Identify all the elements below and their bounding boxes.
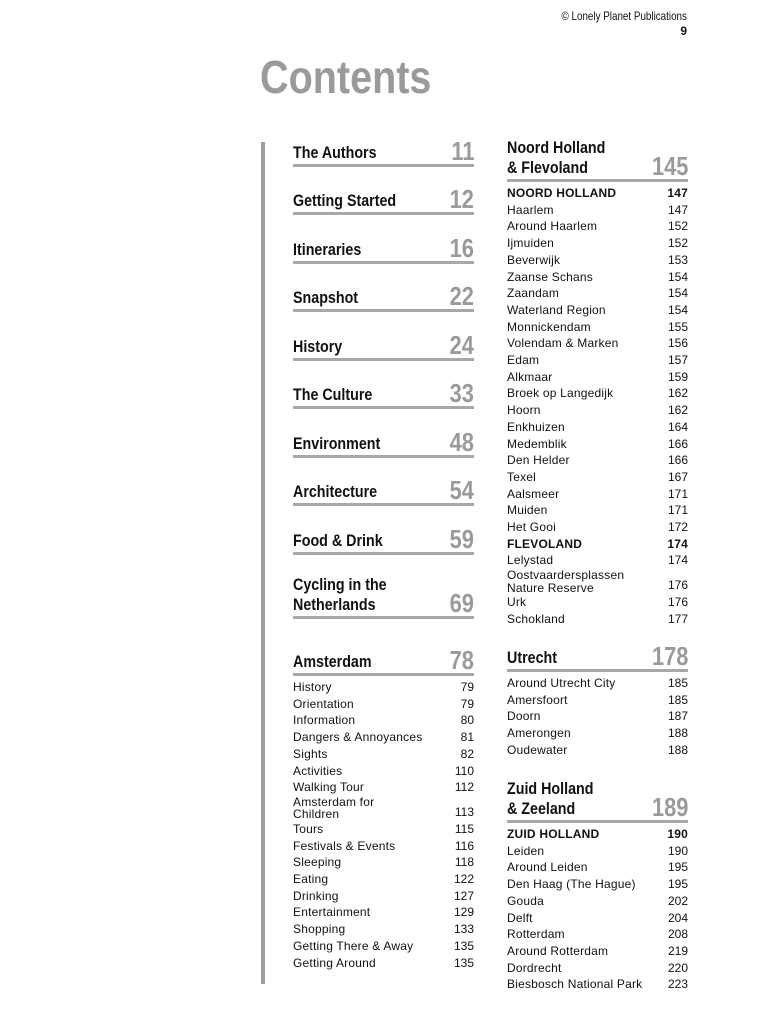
toc-entry[interactable]: [507, 285, 688, 302]
toc-entry[interactable]: [293, 712, 474, 729]
toc-entry-label: Doorn: [507, 709, 541, 724]
toc-entry[interactable]: [507, 419, 688, 436]
toc-entry[interactable]: [293, 679, 474, 696]
toc-entry[interactable]: [507, 675, 688, 692]
chapter-heading[interactable]: [293, 647, 474, 676]
chapter-block-zuid-holland: [507, 779, 688, 993]
chapter-page-number: 48: [449, 427, 474, 457]
toc-entry-label: Activities: [293, 763, 343, 778]
toc-entry[interactable]: [507, 569, 688, 594]
toc-entry[interactable]: [507, 302, 688, 319]
toc-entry-label: Urk: [507, 595, 527, 610]
toc-entry-label: Around Leiden: [507, 860, 588, 875]
toc-entry[interactable]: [507, 252, 688, 269]
chapter-page-number: 11: [450, 136, 474, 166]
chapter-page-number: 189: [651, 792, 688, 822]
toc-entry[interactable]: [293, 729, 474, 746]
toc-entry-label: Biesbosch National Park: [507, 977, 643, 992]
toc-entry-page: 188: [667, 726, 688, 741]
toc-entry-page: 82: [460, 746, 474, 761]
chapter-heading[interactable]: [507, 643, 688, 672]
toc-entry-page: 190: [667, 843, 688, 858]
toc-entry-label: Orientation: [293, 696, 354, 711]
toc-entry-page: 159: [667, 369, 688, 384]
chapter-heading[interactable]: [293, 429, 474, 458]
toc-entry-page: 219: [667, 943, 688, 958]
toc-entry-label: Dordrecht: [507, 960, 562, 975]
toc-entry[interactable]: [507, 402, 688, 419]
toc-entry[interactable]: [507, 452, 688, 469]
toc-entry[interactable]: [507, 469, 688, 486]
toc-entry[interactable]: [507, 943, 688, 960]
toc-entry-page: 152: [667, 219, 688, 234]
toc-entry-page: 154: [667, 269, 688, 284]
chapter-heading[interactable]: [507, 779, 688, 823]
toc-entry-label: Edam: [507, 353, 540, 368]
toc-entry-page: 147: [667, 202, 688, 217]
toc-entry-page: 202: [667, 893, 688, 908]
toc-entry-label: Medemblik: [507, 436, 567, 451]
toc-entry[interactable]: [507, 552, 688, 569]
toc-entry-page: 166: [667, 453, 688, 468]
toc-entry-page: 115: [454, 821, 474, 836]
toc-entry-label: Delft: [507, 910, 533, 925]
chapter-title: Amsterdam: [293, 652, 372, 671]
toc-entry[interactable]: [507, 369, 688, 386]
toc-entry[interactable]: [293, 854, 474, 871]
toc-entry[interactable]: [293, 955, 474, 972]
toc-entry[interactable]: [507, 335, 688, 352]
toc-entry-page: 162: [667, 403, 688, 418]
chapter-heading[interactable]: [293, 575, 474, 619]
chapter-heading[interactable]: [293, 332, 474, 361]
toc-entry-page: 133: [453, 922, 474, 937]
toc-entry-page: 195: [667, 877, 688, 892]
toc-entry-page: 110: [454, 763, 474, 778]
toc-entry-label: Gouda: [507, 893, 545, 908]
toc-entry-page: 190: [667, 827, 688, 841]
toc-entry-page: 176: [667, 578, 688, 593]
toc-entry-label: Texel: [507, 469, 537, 484]
toc-entry[interactable]: [507, 692, 688, 709]
toc-entry-label: Monnickendam: [507, 319, 591, 334]
toc-entry-label: Den Haag (The Hague): [507, 877, 636, 892]
chapter-page-number: 69: [449, 588, 474, 618]
toc-entry-label: Sights: [293, 746, 328, 761]
toc-entry-label: NOORD HOLLAND: [507, 186, 617, 200]
toc-entry[interactable]: [507, 843, 688, 860]
chapter-page-number: 54: [449, 475, 474, 505]
toc-entry[interactable]: [507, 218, 688, 235]
toc-entry-label: Tours: [293, 821, 324, 836]
chapter-block: [293, 138, 474, 167]
toc-entry-label: Getting There & Away: [293, 938, 414, 953]
chapter-title: Architecture: [293, 482, 378, 501]
copyright-notice: © Lonely Planet Publications: [561, 9, 687, 23]
toc-entry[interactable]: [507, 893, 688, 910]
section-entries: [507, 826, 688, 993]
chapter-block-noord-holland: [507, 138, 688, 628]
toc-entry[interactable]: [507, 269, 688, 286]
toc-entry[interactable]: [507, 202, 688, 219]
toc-entry[interactable]: [293, 888, 474, 905]
toc-entry-page: 166: [667, 436, 688, 451]
toc-entry-label: Enkhuizen: [507, 419, 565, 434]
toc-entry-label: Schokland: [507, 611, 565, 626]
page-number: 9: [680, 24, 687, 38]
toc-entry[interactable]: [293, 904, 474, 921]
toc-entry[interactable]: [507, 926, 688, 943]
margin-rule: [261, 142, 265, 984]
toc-entry-label: Dangers & Annoyances: [293, 730, 423, 745]
chapter-heading[interactable]: [293, 186, 474, 215]
toc-entry-page: 187: [667, 709, 688, 724]
chapter-heading[interactable]: [293, 138, 474, 167]
toc-entry-page: 223: [667, 977, 688, 992]
chapter-block-utrecht: [507, 643, 688, 759]
chapter-block: [293, 380, 474, 409]
toc-entry[interactable]: [507, 436, 688, 453]
toc-entry-label: Walking Tour: [293, 780, 365, 795]
toc-entry-label: Entertainment: [293, 905, 371, 920]
toc-entry-label: Oudewater: [507, 742, 568, 757]
chapter-title: Utrecht: [507, 648, 557, 667]
toc-entry-page: 188: [667, 742, 688, 757]
toc-entry[interactable]: [293, 921, 474, 938]
toc-entry-label: Around Haarlem: [507, 219, 598, 234]
chapter-heading[interactable]: [507, 138, 688, 182]
toc-entry-page: 79: [460, 680, 474, 694]
toc-entry[interactable]: [507, 910, 688, 927]
toc-entry[interactable]: [507, 319, 688, 336]
toc-entry-page: 204: [667, 910, 688, 925]
toc-entry-page: 172: [667, 520, 688, 535]
toc-entry-label: FLEVOLAND: [507, 536, 583, 551]
toc-entry-page: 135: [453, 938, 474, 953]
toc-entry-label: Amerongen: [507, 726, 571, 741]
toc-entry[interactable]: [507, 486, 688, 503]
toc-entry-page: 185: [667, 676, 688, 690]
toc-entry[interactable]: [507, 876, 688, 893]
section-entries: [507, 675, 688, 759]
chapter-block: [293, 647, 474, 971]
chapter-title: Snapshot: [293, 288, 359, 307]
toc-entry-page: 162: [667, 386, 688, 401]
toc-entry-page: 147: [667, 186, 688, 200]
toc-entry[interactable]: [293, 821, 474, 838]
toc-entry-label: Waterland Region: [507, 302, 606, 317]
toc-entry-page: 176: [667, 595, 688, 610]
toc-entry-page: 129: [453, 905, 474, 920]
toc-entry-page: 152: [667, 236, 688, 251]
chapter-title: Cycling in the Netherlands: [293, 575, 387, 614]
toc-entry-label: Lelystad: [507, 553, 554, 568]
section-entries: [507, 185, 688, 628]
toc-entry[interactable]: [507, 859, 688, 876]
toc-entry[interactable]: [507, 594, 688, 611]
toc-entry-label: Beverwijk: [507, 252, 561, 267]
chapter-title: Noord Holland & Flevoland: [507, 138, 606, 177]
chapter-title: History: [293, 337, 343, 356]
toc-entry-page: 112: [454, 780, 474, 795]
toc-entry-label: Getting Around: [293, 955, 376, 970]
toc-entry-label: History: [293, 680, 332, 694]
chapter-page-number: 78: [449, 645, 474, 675]
toc-entry-label: Haarlem: [507, 202, 554, 217]
toc-region-heading[interactable]: [507, 185, 688, 202]
toc-entry-page: 195: [667, 860, 688, 875]
chapter-page-number: 145: [651, 151, 688, 181]
chapter-title: Getting Started: [293, 191, 397, 210]
toc-entry[interactable]: [507, 960, 688, 977]
toc-entry-label: Den Helder: [507, 453, 570, 468]
toc-entry[interactable]: [507, 502, 688, 519]
toc-entry-label: Volendam & Marken: [507, 336, 619, 351]
toc-entry-label: Drinking: [293, 888, 339, 903]
chapter-page-number: 178: [651, 641, 688, 671]
toc-entry[interactable]: [293, 763, 474, 780]
toc-entry-page: 154: [667, 302, 688, 317]
toc-entry-page: 156: [667, 336, 688, 351]
toc-entry-label: Amersfoort: [507, 692, 568, 707]
page-title: Contents: [260, 51, 432, 103]
toc-entry[interactable]: [507, 352, 688, 369]
toc-entry-label: Sleeping: [293, 855, 342, 870]
toc-entry[interactable]: [507, 708, 688, 725]
toc-entry-page: 174: [667, 536, 688, 551]
toc-entry-page: 171: [667, 503, 688, 518]
chapter-block: [293, 526, 474, 555]
toc-entry[interactable]: [293, 779, 474, 796]
toc-entry-label: Rotterdam: [507, 927, 565, 942]
toc-entry-label: Eating: [293, 872, 329, 887]
toc-entry-label: Alkmaar: [507, 369, 553, 384]
toc-entry[interactable]: [507, 385, 688, 402]
toc-entry-page: 171: [667, 486, 688, 501]
toc-entry[interactable]: [293, 938, 474, 955]
toc-entry-label: Shopping: [293, 922, 346, 937]
toc-entry[interactable]: [507, 611, 688, 628]
toc-entry-page: 80: [460, 713, 474, 728]
toc-entry-label: Amsterdam for Children: [293, 794, 375, 822]
toc-entry-page: 174: [667, 553, 688, 568]
chapter-heading[interactable]: [293, 283, 474, 312]
chapter-block: [293, 283, 474, 312]
toc-entry-label: Aalsmeer: [507, 486, 560, 501]
toc-entry[interactable]: [293, 696, 474, 713]
chapter-block: [293, 575, 474, 619]
toc-entry-label: Broek op Langedijk: [507, 386, 614, 401]
toc-entry-page: 155: [667, 319, 688, 334]
toc-entry-label: Ijmuiden: [507, 236, 554, 251]
chapter-page-number: 24: [449, 330, 474, 360]
toc-entry-page: 154: [667, 286, 688, 301]
chapter-title: Food & Drink: [293, 531, 383, 550]
toc-entry-page: 208: [667, 927, 688, 942]
chapter-title: Itineraries: [293, 240, 362, 259]
chapter-block: [293, 429, 474, 458]
toc-entry-label: Hoorn: [507, 403, 541, 418]
amsterdam-entries: [293, 679, 474, 971]
toc-entry-label: Information: [293, 713, 356, 728]
chapter-page-number: 12: [449, 184, 474, 214]
toc-entry-page: 116: [454, 838, 474, 853]
chapter-block: [293, 186, 474, 215]
toc-entry[interactable]: [293, 796, 474, 821]
chapter-page-number: 33: [449, 378, 474, 408]
toc-entry-label: Around Utrecht City: [507, 676, 616, 690]
toc-entry[interactable]: [507, 725, 688, 742]
chapter-title: The Culture: [293, 385, 373, 404]
toc-entry-page: 177: [667, 611, 688, 626]
toc-entry-label: Het Gooi: [507, 520, 556, 535]
toc-entry-page: 122: [453, 872, 474, 887]
toc-entry-page: 79: [460, 696, 474, 711]
chapter-title: Zuid Holland & Zeeland: [507, 779, 594, 818]
toc-entry-label: Leiden: [507, 843, 545, 858]
toc-entry-page: 220: [667, 960, 688, 975]
toc-entry-page: 157: [667, 353, 688, 368]
chapter-page-number: 59: [449, 524, 474, 554]
toc-entry-page: 118: [454, 855, 474, 870]
chapter-block: [293, 235, 474, 264]
chapter-title: Environment: [293, 434, 381, 453]
toc-entry[interactable]: [293, 746, 474, 763]
toc-entry-label: Muiden: [507, 503, 548, 518]
chapter-heading[interactable]: [293, 526, 474, 555]
toc-region-heading[interactable]: [507, 536, 688, 553]
chapter-page-number: 22: [449, 281, 474, 311]
toc-entry[interactable]: [507, 976, 688, 993]
chapter-block: [293, 477, 474, 506]
toc-entry[interactable]: [507, 519, 688, 536]
toc-entry[interactable]: [293, 871, 474, 888]
toc-entry-page: 81: [460, 730, 474, 745]
toc-entry[interactable]: [507, 742, 688, 759]
toc-entry-page: 127: [453, 888, 474, 903]
chapter-heading[interactable]: [293, 477, 474, 506]
chapter-title: The Authors: [293, 143, 377, 162]
chapter-heading[interactable]: [293, 380, 474, 409]
toc-entry-label: Oostvaardersplassen Nature Reserve: [507, 568, 625, 595]
toc-entry-page: 135: [453, 955, 474, 970]
toc-entry[interactable]: [507, 235, 688, 252]
toc-entry-label: ZUID HOLLAND: [507, 827, 600, 841]
chapter-page-number: 16: [449, 233, 474, 263]
toc-entry-label: Festivals & Events: [293, 838, 396, 853]
toc-entry-label: Around Rotterdam: [507, 943, 609, 958]
chapter-heading[interactable]: [293, 235, 474, 264]
toc-entry[interactable]: [293, 838, 474, 855]
toc-entry-page: 153: [667, 252, 688, 267]
toc-region-heading[interactable]: [507, 826, 688, 843]
toc-entry-page: 167: [667, 469, 688, 484]
toc-entry-page: 113: [454, 805, 474, 820]
toc-entry-page: 185: [667, 692, 688, 707]
toc-entry-page: 164: [667, 419, 688, 434]
toc-entry-label: Zaanse Schans: [507, 269, 593, 284]
toc-entry-label: Zaandam: [507, 286, 560, 301]
chapter-block: [293, 332, 474, 361]
